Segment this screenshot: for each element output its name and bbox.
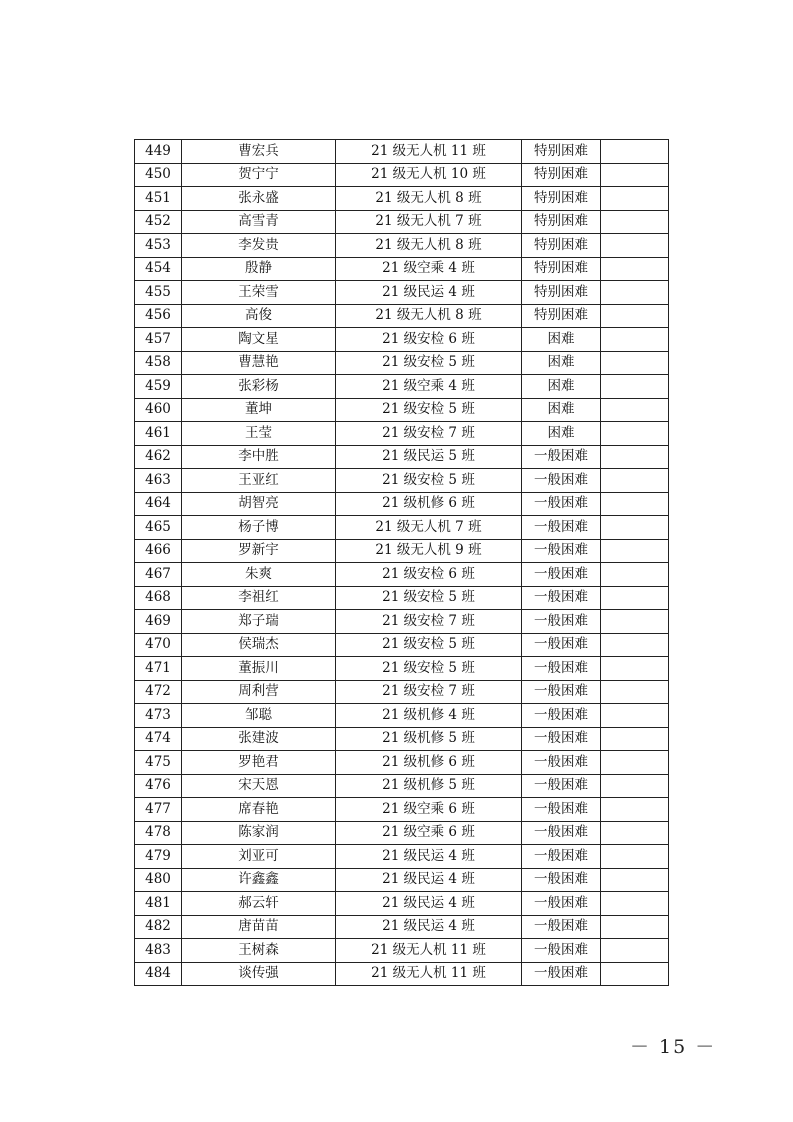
difficulty-level-cell: 特别困难	[522, 304, 601, 328]
student-name-cell: 王莹	[182, 422, 336, 446]
class-name-cell: 21 级安检 7 班	[336, 422, 522, 446]
student-name-cell: 胡智亮	[182, 492, 336, 516]
class-name-cell: 21 级空乘 4 班	[336, 375, 522, 399]
row-number-cell: 465	[135, 516, 182, 540]
table-row	[135, 680, 669, 704]
row-number-cell: 455	[135, 281, 182, 305]
remark-cell	[601, 610, 669, 634]
remark-cell	[601, 915, 669, 939]
class-name-cell: 21 级无人机 11 班	[336, 939, 522, 963]
table-row	[135, 563, 669, 587]
remark-cell	[601, 798, 669, 822]
class-name-cell: 21 级民运 4 班	[336, 868, 522, 892]
table-row	[135, 304, 669, 328]
student-name-cell: 高俊	[182, 304, 336, 328]
remark-cell	[601, 187, 669, 211]
difficulty-level-cell: 一般困难	[522, 563, 601, 587]
student-name-cell: 谈传强	[182, 962, 336, 986]
row-number-cell: 479	[135, 845, 182, 869]
row-number-cell: 473	[135, 704, 182, 728]
difficulty-level-cell: 一般困难	[522, 939, 601, 963]
student-name-cell: 周利营	[182, 680, 336, 704]
student-name-cell: 王亚红	[182, 469, 336, 493]
student-name-cell: 郝云轩	[182, 892, 336, 916]
student-name-cell: 邹聪	[182, 704, 336, 728]
table-row	[135, 422, 669, 446]
row-number-cell: 454	[135, 257, 182, 281]
student-table	[134, 139, 669, 986]
table-row	[135, 187, 669, 211]
table-row	[135, 257, 669, 281]
remark-cell	[601, 445, 669, 469]
student-name-cell: 曹慧艳	[182, 351, 336, 375]
class-name-cell: 21 级安检 6 班	[336, 563, 522, 587]
difficulty-level-cell: 困难	[522, 422, 601, 446]
table-row	[135, 610, 669, 634]
class-name-cell: 21 级机修 5 班	[336, 774, 522, 798]
difficulty-level-cell: 一般困难	[522, 469, 601, 493]
remark-cell	[601, 516, 669, 540]
difficulty-level-cell: 特别困难	[522, 210, 601, 234]
remark-cell	[601, 304, 669, 328]
student-name-cell: 侯瑞杰	[182, 633, 336, 657]
row-number-cell: 453	[135, 234, 182, 258]
table-row	[135, 633, 669, 657]
remark-cell	[601, 210, 669, 234]
table-row	[135, 704, 669, 728]
remark-cell	[601, 257, 669, 281]
table-row	[135, 492, 669, 516]
difficulty-level-cell: 一般困难	[522, 586, 601, 610]
remark-cell	[601, 868, 669, 892]
remark-cell	[601, 163, 669, 187]
remark-cell	[601, 140, 669, 164]
difficulty-level-cell: 特别困难	[522, 234, 601, 258]
row-number-cell: 478	[135, 821, 182, 845]
class-name-cell: 21 级无人机 7 班	[336, 516, 522, 540]
table-row	[135, 163, 669, 187]
student-name-cell: 贺宁宁	[182, 163, 336, 187]
table-row	[135, 516, 669, 540]
difficulty-level-cell: 一般困难	[522, 704, 601, 728]
table-row	[135, 868, 669, 892]
class-name-cell: 21 级无人机 8 班	[336, 187, 522, 211]
row-number-cell: 472	[135, 680, 182, 704]
remark-cell	[601, 539, 669, 563]
difficulty-level-cell: 特别困难	[522, 257, 601, 281]
difficulty-level-cell: 困难	[522, 328, 601, 352]
difficulty-level-cell: 一般困难	[522, 821, 601, 845]
class-name-cell: 21 级安检 5 班	[336, 398, 522, 422]
student-name-cell: 罗艳君	[182, 751, 336, 775]
student-name-cell: 李中胜	[182, 445, 336, 469]
student-name-cell: 李祖红	[182, 586, 336, 610]
remark-cell	[601, 657, 669, 681]
class-name-cell: 21 级机修 4 班	[336, 704, 522, 728]
table-row	[135, 281, 669, 305]
class-name-cell: 21 级民运 4 班	[336, 281, 522, 305]
row-number-cell: 484	[135, 962, 182, 986]
class-name-cell: 21 级安检 7 班	[336, 680, 522, 704]
remark-cell	[601, 727, 669, 751]
difficulty-level-cell: 特别困难	[522, 281, 601, 305]
remark-cell	[601, 704, 669, 728]
row-number-cell: 449	[135, 140, 182, 164]
class-name-cell: 21 级安检 6 班	[336, 328, 522, 352]
table-row	[135, 539, 669, 563]
student-name-cell: 唐苗苗	[182, 915, 336, 939]
row-number-cell: 452	[135, 210, 182, 234]
table-row	[135, 445, 669, 469]
class-name-cell: 21 级安检 5 班	[336, 469, 522, 493]
table-row	[135, 469, 669, 493]
row-number-cell: 475	[135, 751, 182, 775]
difficulty-level-cell: 一般困难	[522, 516, 601, 540]
student-name-cell: 殷静	[182, 257, 336, 281]
student-name-cell: 张彩杨	[182, 375, 336, 399]
row-number-cell: 477	[135, 798, 182, 822]
table-row	[135, 210, 669, 234]
class-name-cell: 21 级空乘 6 班	[336, 821, 522, 845]
student-name-cell: 李发贵	[182, 234, 336, 258]
student-name-cell: 张建波	[182, 727, 336, 751]
row-number-cell: 456	[135, 304, 182, 328]
remark-cell	[601, 586, 669, 610]
difficulty-level-cell: 一般困难	[522, 680, 601, 704]
row-number-cell: 480	[135, 868, 182, 892]
table-row	[135, 398, 669, 422]
remark-cell	[601, 375, 669, 399]
table-row	[135, 586, 669, 610]
row-number-cell: 460	[135, 398, 182, 422]
class-name-cell: 21 级机修 5 班	[336, 727, 522, 751]
student-name-cell: 席春艳	[182, 798, 336, 822]
student-name-cell: 董坤	[182, 398, 336, 422]
row-number-cell: 458	[135, 351, 182, 375]
remark-cell	[601, 845, 669, 869]
student-name-cell: 张永盛	[182, 187, 336, 211]
row-number-cell: 467	[135, 563, 182, 587]
row-number-cell: 462	[135, 445, 182, 469]
row-number-cell: 474	[135, 727, 182, 751]
remark-cell	[601, 422, 669, 446]
table-row	[135, 140, 669, 164]
student-name-cell: 刘亚可	[182, 845, 336, 869]
table-row	[135, 892, 669, 916]
remark-cell	[601, 751, 669, 775]
class-name-cell: 21 级民运 5 班	[336, 445, 522, 469]
difficulty-level-cell: 一般困难	[522, 492, 601, 516]
student-name-cell: 杨子博	[182, 516, 336, 540]
row-number-cell: 466	[135, 539, 182, 563]
class-name-cell: 21 级机修 6 班	[336, 751, 522, 775]
class-name-cell: 21 级无人机 7 班	[336, 210, 522, 234]
class-name-cell: 21 级民运 4 班	[336, 915, 522, 939]
class-name-cell: 21 级空乘 6 班	[336, 798, 522, 822]
row-number-cell: 450	[135, 163, 182, 187]
row-number-cell: 451	[135, 187, 182, 211]
student-name-cell: 朱爽	[182, 563, 336, 587]
remark-cell	[601, 939, 669, 963]
student-name-cell: 罗新宇	[182, 539, 336, 563]
remark-cell	[601, 680, 669, 704]
difficulty-level-cell: 一般困难	[522, 845, 601, 869]
remark-cell	[601, 398, 669, 422]
row-number-cell: 481	[135, 892, 182, 916]
difficulty-level-cell: 一般困难	[522, 892, 601, 916]
table-row	[135, 351, 669, 375]
student-name-cell: 宋天恩	[182, 774, 336, 798]
class-name-cell: 21 级安检 5 班	[336, 633, 522, 657]
difficulty-level-cell: 一般困难	[522, 633, 601, 657]
student-name-cell: 郑子瑞	[182, 610, 336, 634]
student-name-cell: 王树森	[182, 939, 336, 963]
class-name-cell: 21 级民运 4 班	[336, 845, 522, 869]
row-number-cell: 482	[135, 915, 182, 939]
student-name-cell: 陶文星	[182, 328, 336, 352]
difficulty-level-cell: 一般困难	[522, 798, 601, 822]
student-name-cell: 董振川	[182, 657, 336, 681]
student-name-cell: 许鑫鑫	[182, 868, 336, 892]
difficulty-level-cell: 一般困难	[522, 751, 601, 775]
student-name-cell: 曹宏兵	[182, 140, 336, 164]
table-row	[135, 939, 669, 963]
row-number-cell: 464	[135, 492, 182, 516]
table-row	[135, 727, 669, 751]
remark-cell	[601, 281, 669, 305]
row-number-cell: 483	[135, 939, 182, 963]
class-name-cell: 21 级无人机 11 班	[336, 962, 522, 986]
table-row	[135, 657, 669, 681]
difficulty-level-cell: 特别困难	[522, 187, 601, 211]
row-number-cell: 457	[135, 328, 182, 352]
difficulty-level-cell: 一般困难	[522, 868, 601, 892]
row-number-cell: 459	[135, 375, 182, 399]
difficulty-level-cell: 一般困难	[522, 610, 601, 634]
difficulty-level-cell: 困难	[522, 398, 601, 422]
table-row	[135, 962, 669, 986]
remark-cell	[601, 563, 669, 587]
row-number-cell: 476	[135, 774, 182, 798]
class-name-cell: 21 级无人机 11 班	[336, 140, 522, 164]
difficulty-level-cell: 一般困难	[522, 727, 601, 751]
table-row	[135, 774, 669, 798]
difficulty-level-cell: 一般困难	[522, 657, 601, 681]
remark-cell	[601, 234, 669, 258]
difficulty-level-cell: 特别困难	[522, 163, 601, 187]
row-number-cell: 461	[135, 422, 182, 446]
class-name-cell: 21 级安检 5 班	[336, 586, 522, 610]
row-number-cell: 468	[135, 586, 182, 610]
student-name-cell: 陈家润	[182, 821, 336, 845]
difficulty-level-cell: 一般困难	[522, 774, 601, 798]
difficulty-level-cell: 一般困难	[522, 962, 601, 986]
row-number-cell: 463	[135, 469, 182, 493]
difficulty-level-cell: 一般困难	[522, 915, 601, 939]
class-name-cell: 21 级民运 4 班	[336, 892, 522, 916]
row-number-cell: 471	[135, 657, 182, 681]
remark-cell	[601, 328, 669, 352]
remark-cell	[601, 774, 669, 798]
table-row	[135, 821, 669, 845]
table-row	[135, 915, 669, 939]
class-name-cell: 21 级空乘 4 班	[336, 257, 522, 281]
difficulty-level-cell: 特别困难	[522, 140, 601, 164]
table-row	[135, 751, 669, 775]
page-number: － 15 －	[630, 1036, 717, 1058]
remark-cell	[601, 492, 669, 516]
difficulty-level-cell: 困难	[522, 375, 601, 399]
table-row	[135, 234, 669, 258]
table-row	[135, 845, 669, 869]
table-body	[135, 140, 669, 986]
remark-cell	[601, 821, 669, 845]
class-name-cell: 21 级无人机 9 班	[336, 539, 522, 563]
class-name-cell: 21 级安检 5 班	[336, 657, 522, 681]
table-row	[135, 375, 669, 399]
class-name-cell: 21 级无人机 10 班	[336, 163, 522, 187]
class-name-cell: 21 级无人机 8 班	[336, 234, 522, 258]
class-name-cell: 21 级机修 6 班	[336, 492, 522, 516]
table-row	[135, 798, 669, 822]
class-name-cell: 21 级无人机 8 班	[336, 304, 522, 328]
table-row	[135, 328, 669, 352]
student-name-cell: 高雪青	[182, 210, 336, 234]
remark-cell	[601, 633, 669, 657]
class-name-cell: 21 级安检 5 班	[336, 351, 522, 375]
row-number-cell: 469	[135, 610, 182, 634]
row-number-cell: 470	[135, 633, 182, 657]
class-name-cell: 21 级安检 7 班	[336, 610, 522, 634]
remark-cell	[601, 469, 669, 493]
remark-cell	[601, 892, 669, 916]
student-name-cell: 王荣雪	[182, 281, 336, 305]
remark-cell	[601, 962, 669, 986]
remark-cell	[601, 351, 669, 375]
difficulty-level-cell: 困难	[522, 351, 601, 375]
difficulty-level-cell: 一般困难	[522, 445, 601, 469]
difficulty-level-cell: 一般困难	[522, 539, 601, 563]
